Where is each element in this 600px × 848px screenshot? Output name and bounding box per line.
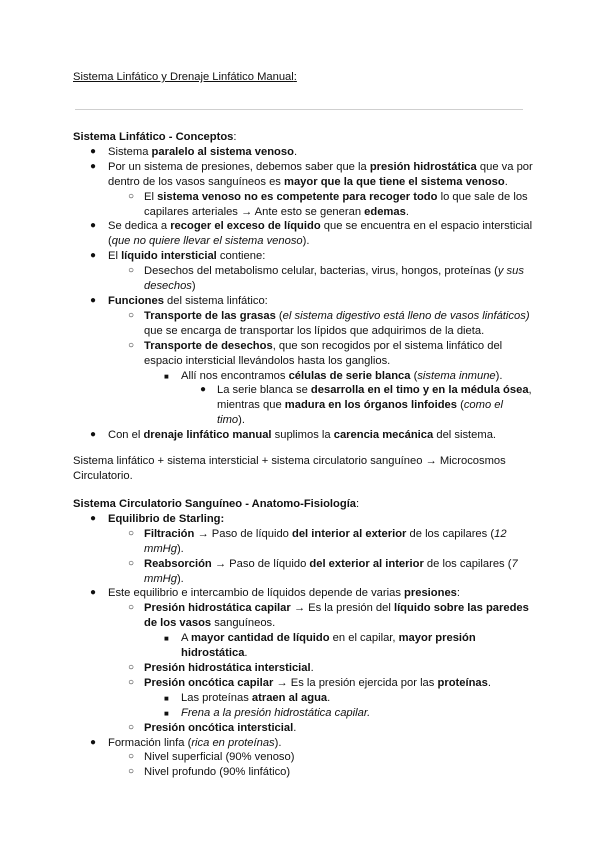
- bullet-square-icon: ■: [164, 708, 169, 718]
- list-item: ● Equilibrio de Starling:: [90, 512, 225, 525]
- list-item: ○ Filtración → Paso de líquido del interior al exterior de los capilares (12 mmHg).: [128, 527, 507, 555]
- bullet-disc-icon: ●: [90, 220, 97, 232]
- list-item: ○ El sistema venoso no es competente para recoger todo lo que sale de los capilares arteriales → Ante esto se generan edemas.: [128, 190, 528, 218]
- list-item: ○ Presión hidrostática capilar → Es la presión del líquido sobre las paredes de los vasos sanguíneos.: [128, 602, 529, 630]
- list-item: ○ Presión oncótica capilar → Es la presión ejercida por las proteínas.: [128, 676, 491, 689]
- list-item: ○ Desechos del metabolismo celular, bacterias, virus, hongos, proteínas (y sus desechos): [128, 265, 524, 293]
- list-item: ■ A mayor cantidad de líquido en el capilar, mayor presión hidrostática.: [164, 632, 476, 660]
- list-item: ○ Transporte de desechos, que son recogidos por el sistema linfático del espacio intersticial llevándolos hasta los ganglios.: [128, 339, 503, 367]
- bullet-disc-icon: ●: [90, 429, 97, 441]
- list-item: ○ Transporte de las grasas (el sistema digestivo está lleno de vasos linfáticos) que se encarga de transportar los lípidos que adquirimos de la dieta.: [128, 309, 530, 337]
- list-item: ○ Reabsorción → Paso de líquido del exterior al interior de los capilares (7 mmHg).: [128, 557, 518, 585]
- list-item: ● Sistema paralelo al sistema venoso.: [90, 145, 298, 158]
- list-item: ● El líquido intersticial contiene:: [90, 250, 266, 263]
- bullet-circle-icon: ○: [128, 721, 135, 733]
- bullet-square-icon: ■: [164, 634, 169, 644]
- bullet-disc-icon: ●: [90, 294, 97, 306]
- paragraph-microcosmos: [73, 454, 533, 484]
- bullet-disc-icon: ●: [90, 160, 97, 172]
- bullet-circle-icon: ○: [128, 557, 135, 569]
- list-item: ● Con el drenaje linfático manual suplimos la carencia mecánica del sistema.: [90, 429, 497, 442]
- list-item: ■ Las proteínas atraen al agua.: [73, 691, 533, 706]
- horizontal-divider: [75, 109, 523, 110]
- section-list: [73, 145, 533, 443]
- bullet-circle-icon: ○: [128, 527, 135, 539]
- bullet-circle-icon: ○: [128, 265, 135, 277]
- bullet-square-icon: ■: [164, 371, 169, 381]
- list-item: ● Funciones del sistema linfático:: [90, 294, 268, 307]
- bullet-circle-icon: ○: [128, 766, 135, 778]
- bullet-circle-icon: ○: [128, 661, 135, 673]
- list-item: ● La serie blanca se desarrolla en el timo y en la médula ósea, mientras que madura en los órganos linfoides (como el timo).: [200, 384, 532, 427]
- list-item: ○ Presión hidrostática intersticial.: [128, 661, 314, 674]
- bullet-circle-icon: ○: [128, 309, 135, 321]
- bullet-disc-icon: ●: [90, 145, 97, 157]
- bullet-circle-icon: ○: [128, 190, 135, 202]
- paragraph-line: Circulatorio.: [73, 469, 133, 482]
- bullet-circle-icon: ○: [128, 751, 135, 763]
- bullet-circle-icon: ○: [128, 676, 135, 688]
- bullet-disc-icon: ●: [90, 736, 97, 748]
- section-sistema-linfatico: [73, 130, 533, 443]
- list-item: ● Formación linfa (rica en proteínas).: [90, 736, 282, 749]
- list-item: ● Se dedica a recoger el exceso de líquido que se encuentra en el espacio intersticial (que no quiere llevar el sistema venoso).: [90, 220, 533, 248]
- bullet-square-icon: ■: [164, 693, 169, 703]
- section-sistema-circulatorio: [73, 497, 533, 780]
- bullet-circle-icon: ○: [128, 339, 135, 351]
- list-item: ○ Nivel superficial (90% venoso): [128, 751, 295, 764]
- list-item: ● Este equilibrio e intercambio de líquidos depende de varias presiones:: [90, 587, 461, 600]
- bullet-disc-icon: ●: [200, 384, 207, 396]
- section-list: [73, 512, 533, 780]
- bullet-disc-icon: ●: [90, 587, 97, 599]
- bullet-circle-icon: ○: [128, 602, 135, 614]
- document-title: [73, 71, 297, 83]
- bullet-disc-icon: ●: [90, 250, 97, 262]
- section-heading: Sistema Linfático - Conceptos:: [73, 131, 237, 143]
- paragraph-line: Sistema linfático + sistema intersticial + sistema circulatorio sanguíneo → Microcosmos: [73, 455, 506, 467]
- title-text: Sistema Linfático y Drenaje Linfático Manual: [73, 71, 294, 83]
- list-item: ■ Allí nos encontramos células de serie blanca (sistema inmune).: [73, 369, 533, 384]
- bullet-disc-icon: ●: [90, 512, 97, 524]
- list-item: ○ Nivel profundo (90% linfático): [128, 766, 291, 779]
- section-heading: Sistema Circulatorio Sanguíneo - Anatomo-Fisiología:: [73, 498, 360, 510]
- list-item: ■ Frena a la presión hidrostática capilar.: [73, 706, 533, 721]
- list-item: ● Por un sistema de presiones, debemos saber que la presión hidrostática que va por dentro de los vasos sanguíneos es mayor que la que tiene el sistema venoso.: [90, 160, 533, 188]
- title-colon: :: [293, 71, 297, 83]
- list-item: ○ Presión oncótica intersticial.: [128, 721, 297, 734]
